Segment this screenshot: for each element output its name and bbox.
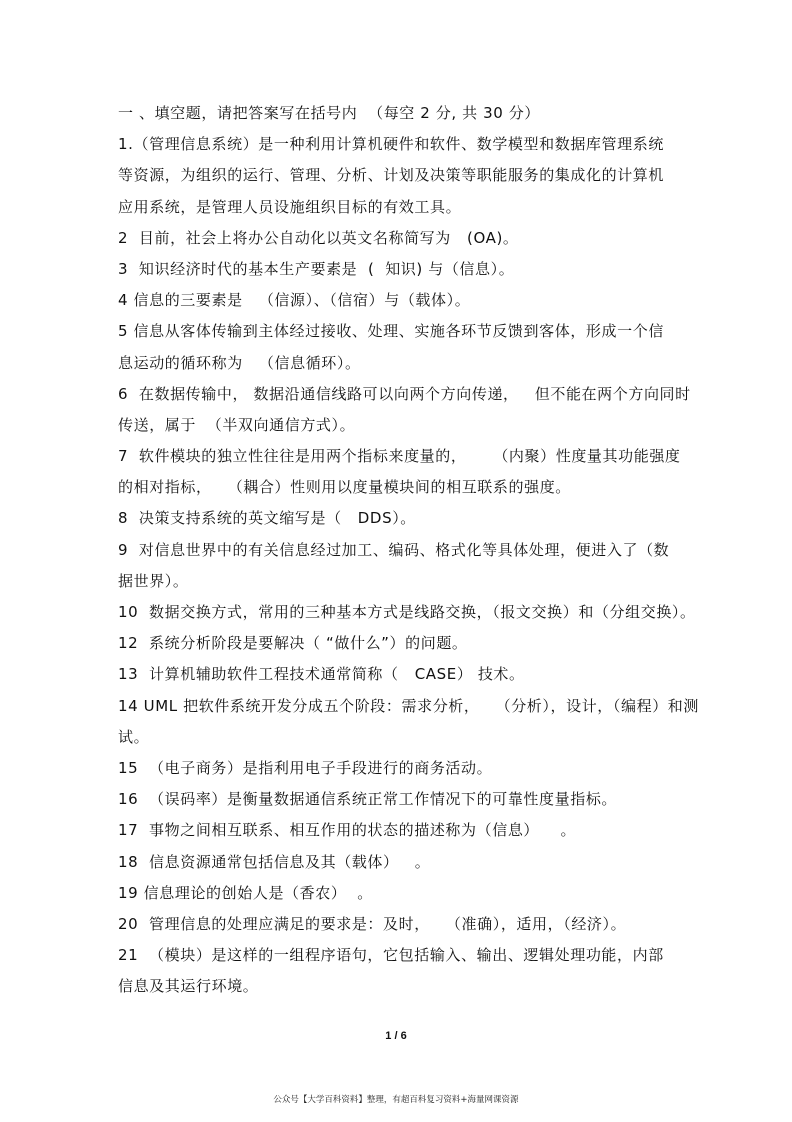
- page-number: 1 / 6: [385, 1030, 407, 1042]
- text-line: 16 （误码率）是衡量数据通信系统正常工作情况下的可靠性度量指标。: [118, 790, 618, 809]
- text-line: 信息及其运行环境。: [118, 977, 259, 996]
- text-line: 等资源，为组织的运行、管理、分析、计划及决策等职能服务的集成化的计算机: [118, 166, 665, 185]
- text-line: 9 对信息世界中的有关信息经过加工、编码、格式化等具体处理，便进入了（数: [118, 540, 670, 559]
- text-line: 18 信息资源通常包括信息及其（载体） 。: [118, 852, 431, 871]
- text-line: 21 （模块）是这样的一组程序语句，它包括输入、输出、逻辑处理功能，内部: [118, 946, 664, 965]
- text-line: 10 数据交换方式，常用的三种基本方式是线路交换，（报文交换）和（分组交换）。: [118, 603, 696, 621]
- text-line: 14 UML 把软件系统开发分成五个阶段：需求分析， （分析），设计，（编程）和测: [118, 696, 700, 715]
- text-line: 试。: [118, 727, 150, 746]
- text-line: 的相对指标， （耦合）性则用以度量模块间的相互联系的强度。: [118, 478, 571, 497]
- text-line: 19 信息理论的创始人是（香农） 。: [118, 883, 373, 902]
- text-line: 传送，属于 （半双向通信方式）。: [118, 415, 356, 434]
- text-line: 1.（管理信息系统）是一种利用计算机硬件和软件、数学模型和数据库管理系统: [118, 135, 664, 154]
- section-heading: 一 、填空题，请把答案写在括号内 （每空 2 分, 共 30 分）: [118, 104, 540, 122]
- text-line: 3 知识经济时代的基本生产要素是 ( 知识) 与（信息）。: [118, 259, 515, 278]
- footer-note: 公众号【大学百科资料】整理，有超百科复习资料+海量网课资源: [273, 1095, 519, 1105]
- text-line: 7 软件模块的独立性往往是用两个指标来度量的， （内聚）性度量其功能强度: [118, 447, 681, 466]
- text-line: 息运动的循环称为 （信息循环）。: [118, 353, 361, 372]
- text-line: 8 决策支持系统的英文缩写是（ DDS）。: [118, 509, 416, 528]
- text-line: 4 信息的三要素是 （信源）、（信宿）与（载体）。: [118, 291, 471, 310]
- text-line: 据世界）。: [118, 571, 189, 590]
- text-line: 15 （电子商务）是指利用电子手段进行的商务活动。: [118, 758, 493, 777]
- text-line: 6 在数据传输中， 数据沿通信线路可以向两个方向传递， 但不能在两个方向同时: [118, 384, 691, 403]
- text-line: 12 系统分析阶段是要解决（ “做什么”）的问题。: [118, 634, 468, 653]
- text-line: 20 管理信息的处理应满足的要求是：及时， （准确），适用，（经济）。: [118, 914, 627, 933]
- text-line: 5 信息从客体传输到主体经过接收、处理、实施各环节反馈到客体，形成一个信: [118, 322, 664, 341]
- text-line: 17 事物之间相互联系、相互作用的状态的描述称为（信息） 。: [118, 821, 577, 840]
- text-line: 应用系统，是管理人员设施组织目标的有效工具。: [118, 197, 462, 216]
- document-body: [118, 98, 698, 1002]
- text-line: 13 计算机辅助软件工程技术通常简称（ CASE） 技术。: [118, 665, 525, 684]
- text-line: 2 目前，社会上将办公自动化以英文名称简写为 (OA)。: [118, 228, 519, 247]
